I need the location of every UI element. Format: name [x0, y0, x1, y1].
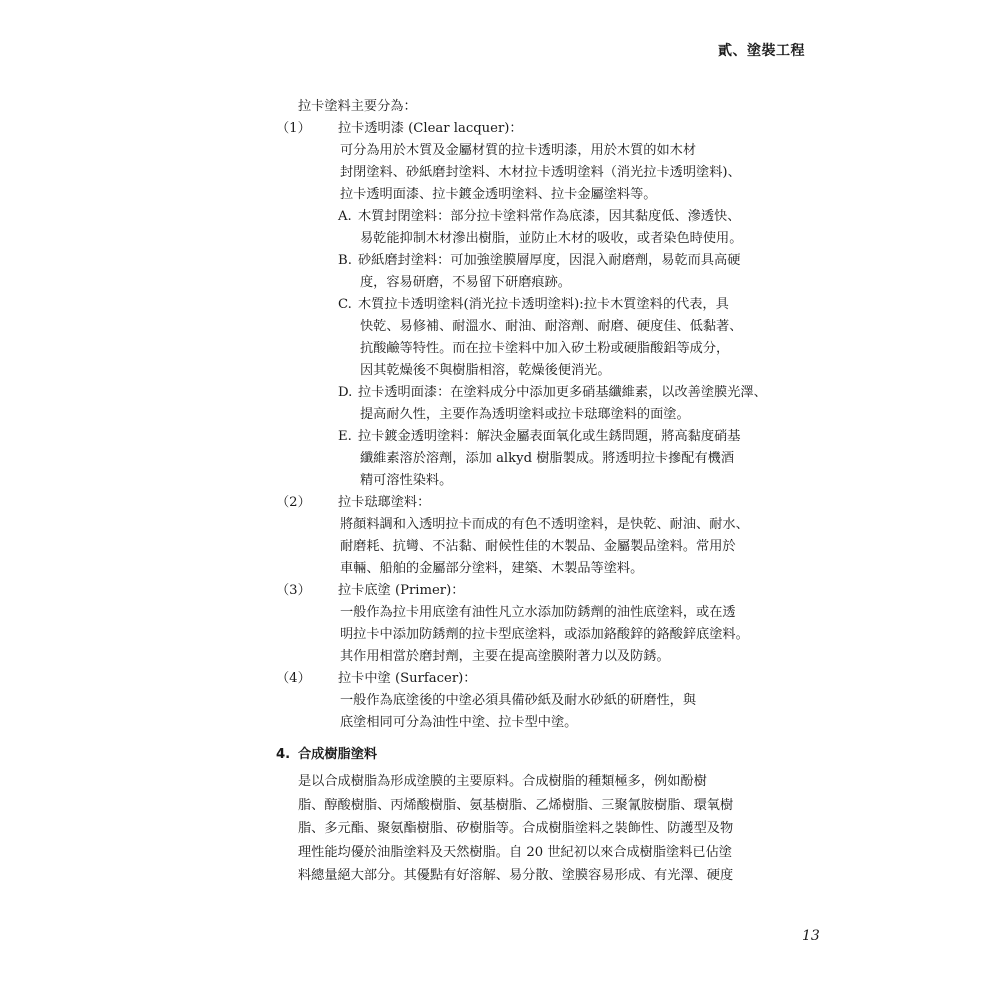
running-head-chapter-title: 貳、塗裝工程: [718, 43, 805, 59]
item-title: 拉卡琺瑯塗料：: [338, 495, 431, 510]
item-heading: [276, 492, 816, 514]
subitem-letter: D.: [338, 385, 353, 400]
item-text-line: 其作用相當於磨封劑，主要在提高塗膜附著力以及防銹。: [340, 649, 670, 664]
item-title: 拉卡底塗 (Primer)：: [338, 583, 465, 598]
subitem-text-line: 木質拉卡透明塗料(消光拉卡透明塗料):拉卡木質塗料的代表，具: [358, 297, 729, 312]
subitem-heading: [338, 206, 816, 228]
subitem-heading: [338, 294, 816, 316]
subitem-text-line: 易乾能抑制木材滲出樹脂，並防止木材的吸收，或者染色時使用。: [360, 231, 743, 246]
page-number: 13: [802, 928, 820, 944]
item-text-line: 一般作為底塗後的中塗必須具備砂紙及耐水砂紙的研磨性，與: [340, 693, 697, 708]
subitem-text-line: 提高耐久性，主要作為透明塗料或拉卡琺瑯塗料的面塗。: [360, 407, 690, 422]
subitem-heading: [338, 382, 816, 404]
subitem-letter: C.: [338, 297, 352, 312]
lacquer-item-list: [276, 118, 816, 734]
item-text-line: 將顏料調和入透明拉卡而成的有色不透明塗料，是快乾、耐油、耐水、: [340, 517, 749, 532]
subitem-text-line: 抗酸鹼等特性。而在拉卡塗料中加入矽土粉或硬脂酸鋁等成分，: [360, 341, 730, 356]
item-number: （4）: [276, 671, 311, 686]
section-text-line: 料總量絕大部分。其優點有好溶解、易分散、塗膜容易形成、有光澤、硬度: [298, 868, 734, 883]
subitem-text-line: 木質封閉塗料：部分拉卡塗料常作為底漆，因其黏度低、滲透快、: [358, 209, 741, 224]
item-title: 拉卡中塗 (Surfacer)：: [338, 671, 477, 686]
item-title: 拉卡透明漆 (Clear lacquer)：: [338, 121, 523, 136]
item-number: （3）: [276, 583, 311, 598]
subitem-text-line: 拉卡鍍金透明塗料：解決金屬表面氧化或生銹問題，將高黏度硝基: [358, 429, 741, 444]
section-text-line: 是以合成樹脂為形成塗膜的主要原料。合成樹脂的種類極多，例如酚樹: [298, 774, 707, 789]
subitem-text-line: 纖維素溶於溶劑，添加 alkyd 樹脂製成。將透明拉卡摻配有機酒: [360, 451, 735, 466]
item-text-line: 耐磨耗、抗彎、不沾黏、耐候性佳的木製品、金屬製品塗料。常用於: [340, 539, 736, 554]
item-text-line: 底塗相同可分為油性中塗、拉卡型中塗。: [340, 715, 578, 730]
section-text-line: 脂、多元酯、聚氨酯樹脂、矽樹脂等。合成樹脂塗料之裝飾性、防護型及物: [298, 821, 734, 836]
item-text-line: 拉卡透明面漆、拉卡鍍金透明塗料、拉卡金屬塗料等。: [340, 187, 657, 202]
item-text-line: 可分為用於木質及金屬材質的拉卡透明漆，用於木質的如木材: [340, 143, 697, 158]
item-text-line: 車輛、船舶的金屬部分塗料，建築、木製品等塗料。: [340, 561, 644, 576]
section-title: 合成樹脂塗料: [298, 747, 378, 762]
item-heading: [276, 580, 816, 602]
item-heading: [276, 118, 816, 140]
subitem-letter: A.: [338, 209, 352, 224]
intro-line: 拉卡塗料主要分為：: [298, 99, 417, 114]
section-heading: [276, 744, 816, 766]
lacquer-item: [276, 492, 816, 580]
subitem-heading: [338, 426, 816, 448]
subitem-text-line: 拉卡透明面漆：在塗料成分中添加更多硝基纖維素，以改善塗膜光澤、: [358, 385, 767, 400]
subitem-letter: B.: [338, 253, 352, 268]
item-number: （1）: [276, 121, 311, 136]
subitem-heading: [338, 250, 816, 272]
lacquer-item: [276, 668, 816, 734]
subitem-text-line: 快乾、易修補、耐溫水、耐油、耐溶劑、耐磨、硬度佳、低黏著、: [360, 319, 743, 334]
section-paragraph: [298, 770, 816, 888]
item-number: （2）: [276, 495, 311, 510]
lacquer-item: [276, 580, 816, 668]
subitem-text-line: 因其乾燥後不與樹脂相溶，乾燥後便消光。: [360, 363, 611, 378]
subitem-text-line: 度，容易研磨，不易留下研磨痕跡。: [360, 275, 571, 290]
page-body: [276, 96, 816, 888]
subitem-letter: E.: [338, 429, 352, 444]
item-text-line: 封閉塗料、砂紙磨封塗料、木材拉卡透明塗料（消光拉卡透明塗料)、: [340, 165, 741, 180]
section-text-line: 理性能均優於油脂塗料及天然樹脂。自 20 世紀初以來合成樹脂塗料已佔塗: [298, 844, 732, 860]
item-text-line: 一般作為拉卡用底塗有油性凡立水添加防銹劑的油性底塗料，或在透: [340, 605, 736, 620]
section-number: 4.: [276, 747, 291, 762]
section-text-line: 脂、醇酸樹脂、丙烯酸樹脂、氨基樹脂、乙烯樹脂、三聚氰胺樹脂、環氧樹: [298, 797, 734, 813]
subitem-text-line: 砂紙磨封塗料：可加強塗膜層厚度，因混入耐磨劑，易乾而具高硬: [358, 253, 741, 268]
item-heading: [276, 668, 816, 690]
item-text-line: 明拉卡中添加防銹劑的拉卡型底塗料，或添加鉻酸鋅的鉻酸鋅底塗料。: [340, 627, 749, 642]
lacquer-item: [276, 118, 816, 492]
subitem-text-line: 精可溶性染料。: [360, 473, 453, 488]
